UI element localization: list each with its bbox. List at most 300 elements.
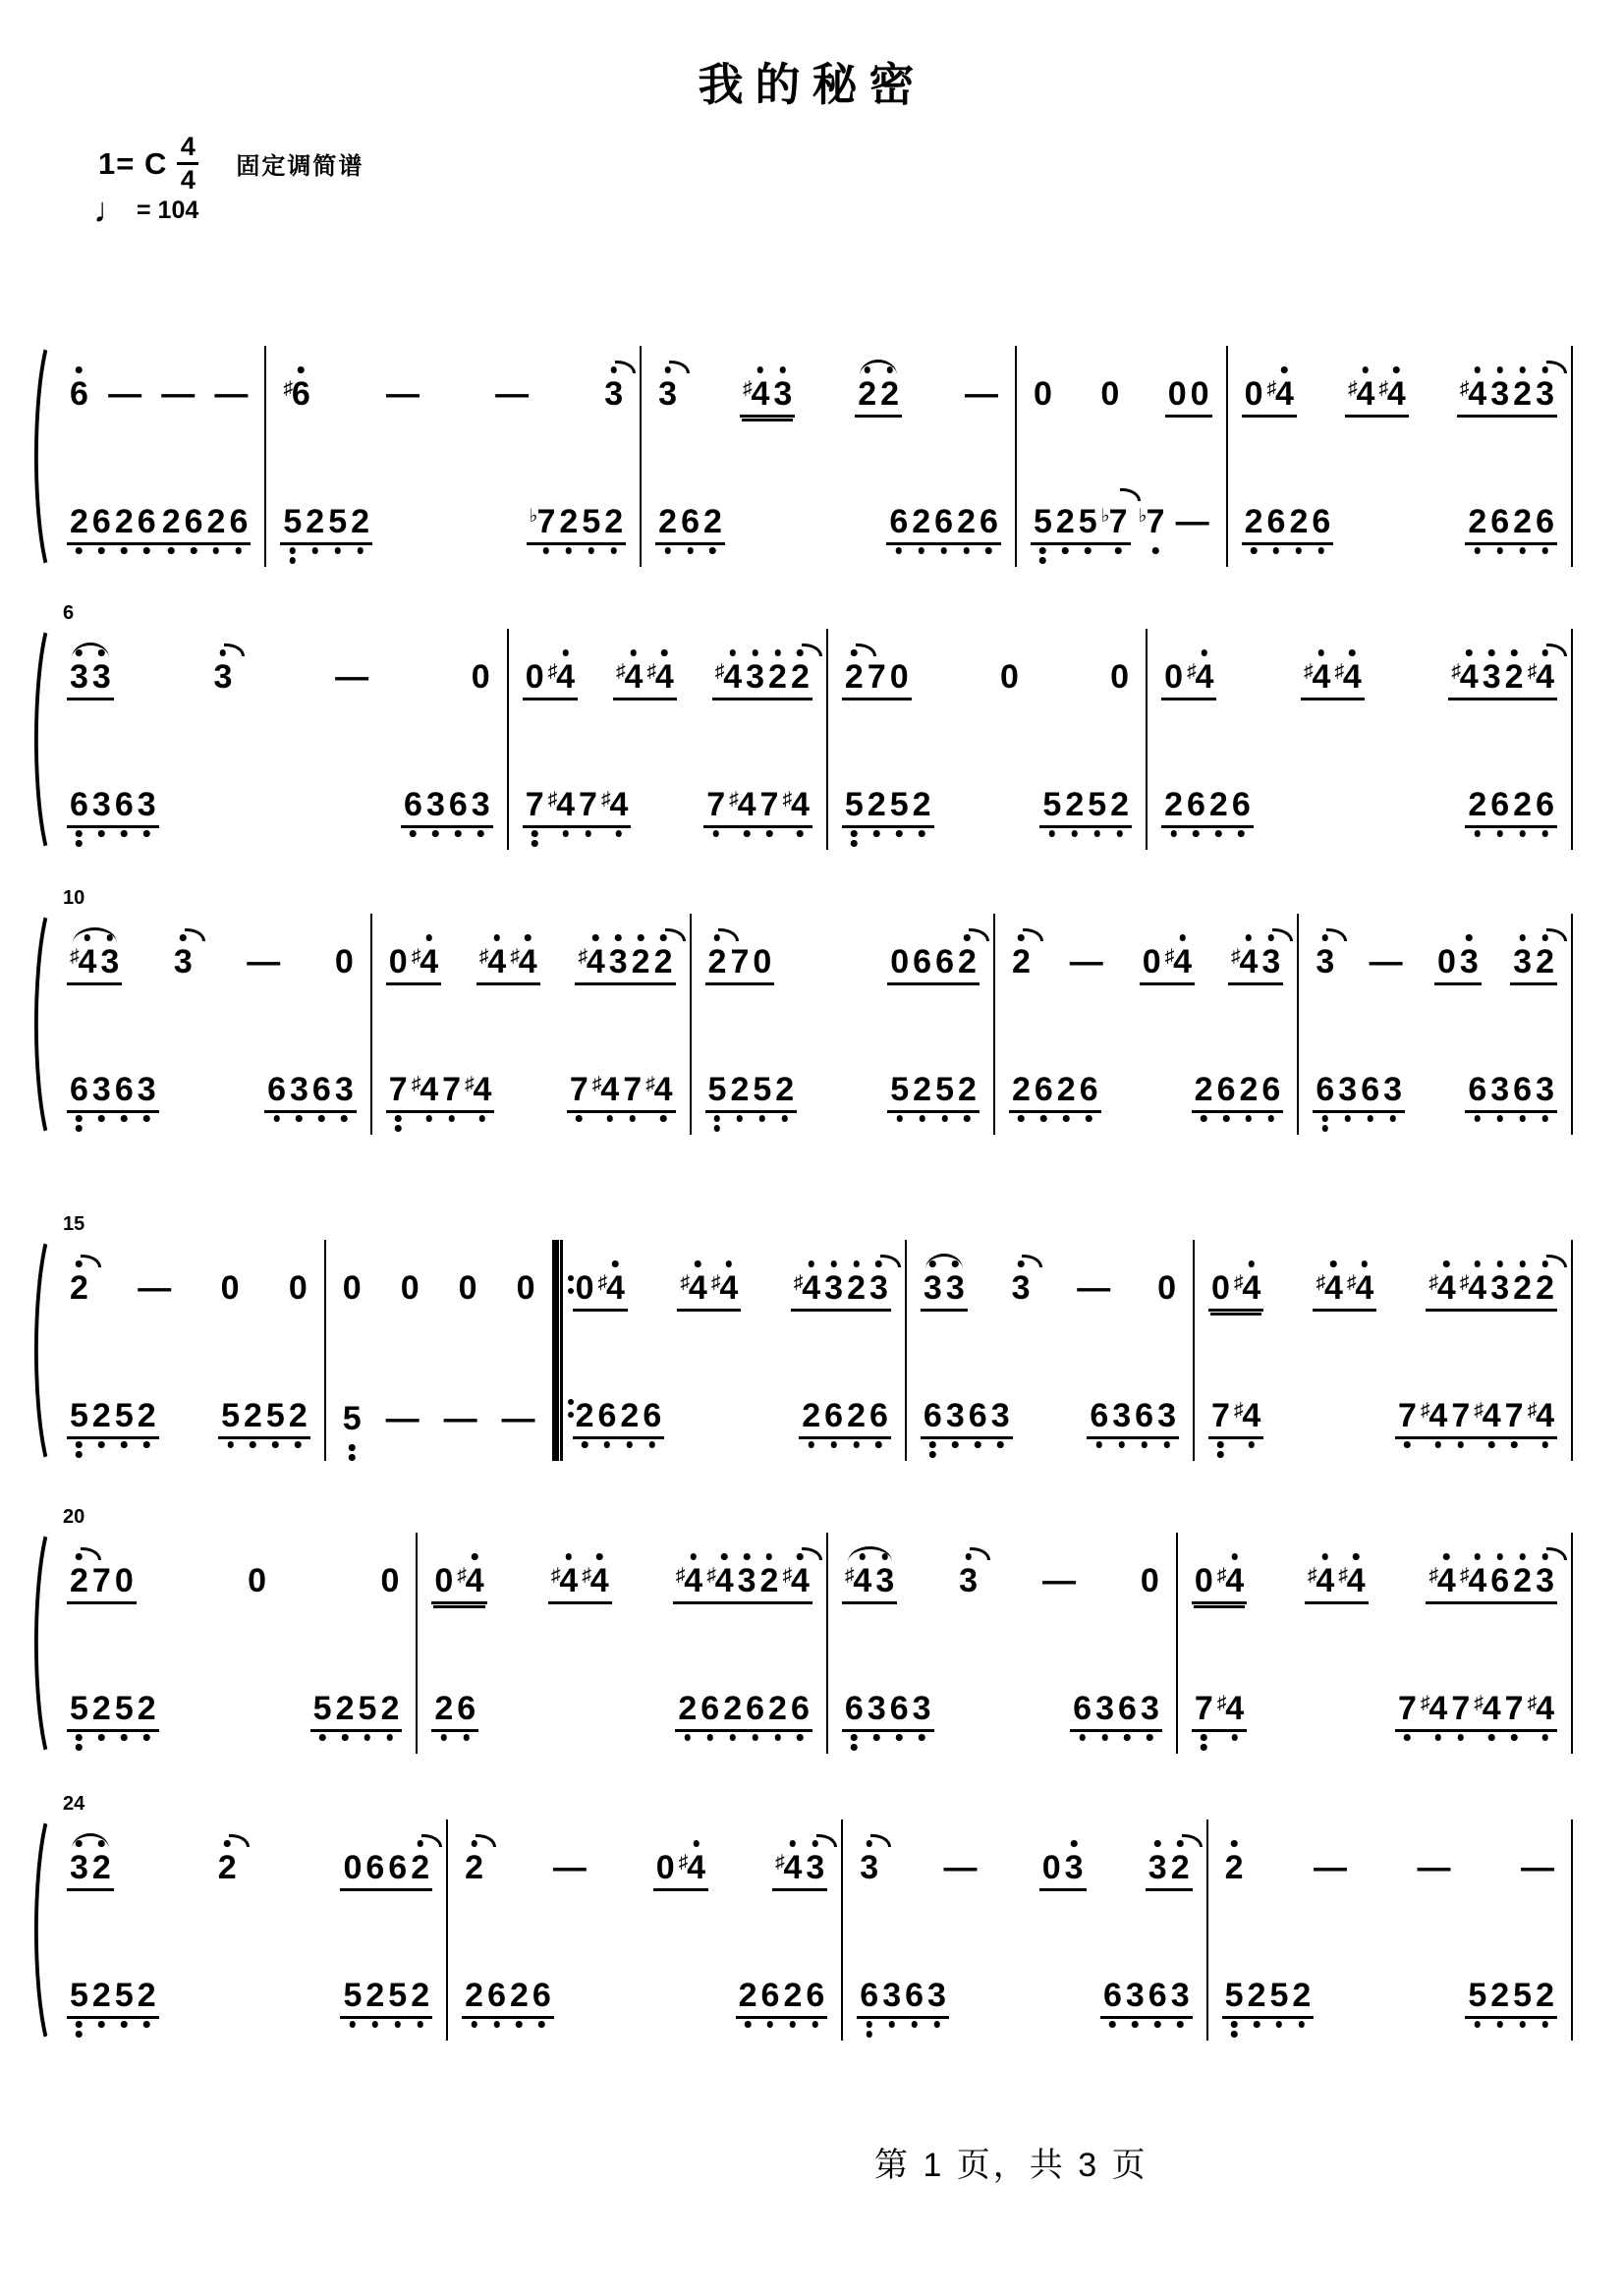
octave-dot-below (143, 1734, 150, 1741)
octave-dot-below (364, 1734, 371, 1741)
note: 7 (760, 788, 779, 821)
note: 3 (1112, 1399, 1131, 1432)
octave-dot-above (1475, 1260, 1482, 1267)
staff-system (53, 887, 1573, 1135)
notation-type-label: 固定调简谱 (236, 153, 364, 180)
note: 6 (185, 505, 203, 538)
octave-dot-below (296, 1115, 303, 1122)
octave-dot-above (1322, 1553, 1329, 1560)
note: 2 (658, 505, 677, 538)
octave-dot-below (585, 830, 591, 837)
melody-line (692, 914, 993, 997)
rest-note: 0 (1100, 375, 1120, 413)
measure (53, 914, 372, 1135)
octave-dot-above (107, 934, 114, 941)
octave-dot-above (766, 1553, 773, 1560)
beat-group (613, 660, 677, 700)
octave-dot-below (1475, 2021, 1482, 2028)
note: 3 (70, 660, 88, 694)
note: 6 (913, 943, 932, 980)
beat-group (215, 1851, 240, 1888)
measure-number: 6 (63, 602, 75, 624)
octave-dot-above (1519, 1553, 1526, 1560)
octave-dot-below (1223, 1115, 1230, 1122)
octave-dot-below (1040, 1115, 1047, 1122)
beat-group (332, 945, 357, 982)
octave-dot-below (1101, 1734, 1108, 1741)
note: 3 (738, 1564, 756, 1597)
note: 3 (426, 788, 445, 821)
system-brace (31, 631, 48, 848)
slur-hook (615, 361, 636, 373)
melody-line (642, 346, 1015, 429)
tempo-value: = 104 (137, 196, 199, 224)
octave-dot-above (98, 649, 105, 656)
note: 6 (404, 788, 422, 821)
melody-line (53, 1819, 446, 1903)
note: 7 (1398, 1692, 1417, 1725)
beat-group (1136, 505, 1168, 542)
note: 2 (465, 1851, 483, 1884)
octave-dot-below (1177, 2021, 1184, 2028)
octave-dot-above (76, 649, 83, 656)
note: 7 (867, 658, 886, 696)
octave-dot-above (1071, 1840, 1078, 1847)
octave-dot-below (312, 547, 319, 554)
beat-group (855, 377, 902, 418)
note: 2 (1536, 945, 1554, 979)
note: 6 (761, 1979, 780, 2012)
note: 2 (802, 1399, 820, 1432)
beat-group (677, 1271, 741, 1312)
note: 3 (1261, 945, 1280, 979)
note: 2 (760, 1564, 779, 1597)
octave-dot-below (455, 830, 462, 837)
octave-dot-below (1404, 1441, 1411, 1448)
octave-dot-above (638, 934, 644, 941)
sharp-icon: ♯ (547, 661, 558, 682)
note: 6 (1232, 788, 1251, 821)
song-title: 我的秘密 (698, 58, 926, 111)
note: 2 (703, 505, 722, 538)
note: ♯ 4 (1474, 1692, 1500, 1725)
melody-line (448, 1819, 841, 1903)
note: 7 (1505, 1692, 1524, 1725)
beat-group (1173, 505, 1212, 542)
note: ♯ 4 (592, 1073, 619, 1106)
note: 2 (70, 1271, 88, 1305)
beat-group (921, 1399, 1013, 1439)
octave-dot-above (1443, 1553, 1450, 1560)
rest-note: 0 (400, 1269, 420, 1307)
sharp-icon: ♯ (1307, 1565, 1317, 1586)
sharp-icon: ♯ (1303, 661, 1314, 682)
octave-dot-below (342, 1734, 349, 1741)
octave-dot-below (766, 830, 773, 837)
sharp-icon: ♯ (1428, 1565, 1438, 1586)
measure (266, 346, 642, 567)
note: ♯ 4 (1460, 1271, 1486, 1305)
beat-group (1087, 1399, 1179, 1439)
tempo-marking (93, 190, 199, 230)
note: ♯ 4 (706, 1564, 733, 1597)
note: 2 (244, 1399, 262, 1432)
octave-dot-above (1466, 934, 1473, 941)
note: 5 (1034, 505, 1052, 538)
note: 2 (1536, 1979, 1554, 2012)
octave-dot-above (1511, 649, 1518, 656)
beat-group (842, 788, 934, 828)
beat-group (653, 1851, 708, 1891)
octave-dot-below (1541, 1115, 1548, 1122)
beat-group (857, 1979, 949, 2019)
note: 6 (860, 1979, 878, 2012)
octave-dot-below (1435, 1734, 1442, 1741)
note: ♯ 4 (548, 788, 575, 821)
octave-dot-above (566, 1553, 573, 1560)
note: 2 (218, 1851, 237, 1884)
rest-note: 0 (1167, 375, 1187, 413)
note: 5 (582, 505, 600, 538)
beat-group (675, 1692, 812, 1732)
bass-line (1208, 1975, 1571, 2041)
octave-dot-below (1201, 1115, 1207, 1122)
octave-dot-above (721, 1553, 728, 1560)
dash: — (1069, 943, 1103, 980)
octave-dot-below (964, 1115, 971, 1122)
beat-group (799, 1399, 891, 1439)
note: 2 (847, 1399, 866, 1432)
octave-dot-above (853, 1260, 860, 1267)
note: 5 (1513, 1979, 1532, 2012)
octave-dot-below (1511, 1441, 1518, 1448)
beat-group (705, 1073, 798, 1113)
rest-note: 0 (380, 1562, 400, 1599)
measure (53, 1819, 448, 2041)
note: 3 (290, 1073, 308, 1106)
sharp-icon: ♯ (714, 661, 725, 682)
octave-dot-below (576, 1115, 583, 1122)
octave-dot-below (1085, 547, 1092, 554)
octave-dot-below (76, 1734, 83, 1741)
note: ♯ 4 (646, 660, 673, 694)
octave-dot-below (76, 1441, 83, 1448)
beat-group (573, 1271, 628, 1312)
octave-dot-below (1231, 2021, 1238, 2028)
slur-hook (476, 1834, 496, 1847)
octave-dot-below (582, 1441, 588, 1448)
octave-dot-below (76, 2021, 83, 2028)
beat-group (1009, 1073, 1101, 1113)
time-signature (177, 134, 198, 194)
beat-group (211, 660, 236, 698)
octave-dot-above (744, 1553, 751, 1560)
rest-note: 0 (434, 1562, 454, 1599)
sharp-icon: ♯ (793, 1272, 804, 1293)
beat-group (1395, 1692, 1557, 1732)
slur-hook (229, 1834, 250, 1847)
rest-note: 0 (1033, 375, 1052, 413)
octave-dot-below (372, 2021, 379, 2028)
measure (509, 629, 828, 850)
octave-dot-below (1246, 1115, 1253, 1122)
octave-dot-below (143, 830, 150, 837)
measure (907, 1240, 1195, 1461)
octave-dot-below (851, 830, 858, 837)
octave-dot-below (1124, 1734, 1131, 1741)
octave-dot-below (896, 1115, 903, 1122)
octave-dot-below (797, 1734, 804, 1741)
note: 2 (465, 1979, 483, 2012)
octave-dot-above (1519, 934, 1526, 941)
beat-group (997, 660, 1022, 698)
octave-dot-above (780, 366, 787, 373)
sharp-icon: ♯ (457, 1565, 467, 1586)
note: 6 (312, 1073, 331, 1106)
beat-group (523, 660, 578, 700)
beat-group (431, 1564, 486, 1604)
note: 3 (1171, 1979, 1190, 2012)
slur-hook (880, 1255, 901, 1267)
note: 3 (92, 660, 111, 694)
octave-dot-above (1362, 1260, 1369, 1267)
note: 2 (1056, 505, 1075, 538)
octave-dot-below (121, 1115, 128, 1122)
bass-line (418, 1688, 826, 1754)
measure (53, 1533, 418, 1754)
rest-note: 0 (114, 1562, 134, 1599)
note: 5 (115, 1692, 134, 1725)
note: 5 (313, 1692, 332, 1725)
octave-dot-below (997, 1441, 1004, 1448)
slur-hook (1546, 928, 1567, 941)
sharp-icon: ♯ (1527, 1400, 1538, 1421)
beat-group (469, 660, 493, 698)
octave-dot-below (463, 1734, 470, 1741)
beat-group (736, 1979, 828, 2019)
note: 2 (723, 1692, 742, 1725)
octave-dot-below (76, 830, 83, 837)
sharp-icon: ♯ (547, 789, 558, 810)
beat-group (791, 1271, 891, 1312)
sharp-icon: ♯ (582, 1565, 591, 1586)
beat-group (655, 377, 680, 415)
sharp-icon: ♯ (645, 1074, 655, 1094)
octave-dot-below (1496, 547, 1503, 554)
octave-dot-below (143, 1441, 150, 1448)
octave-dot-below (1496, 2021, 1503, 2028)
beat-group (1242, 505, 1334, 545)
slur-hook (802, 1547, 822, 1560)
note: ♯ 4 (601, 788, 628, 821)
bass-line (53, 1975, 446, 2041)
sharp-icon: ♯ (578, 946, 588, 967)
bass-line (53, 1395, 324, 1461)
beat-group (67, 1979, 159, 2019)
note: 5 (343, 1402, 362, 1435)
octave-dot-below (896, 547, 903, 554)
note: 6 (229, 505, 248, 538)
note: 3 (100, 945, 119, 979)
measure (559, 1240, 907, 1461)
beat-group (1426, 1564, 1557, 1604)
note: 7 (730, 943, 750, 980)
note: 2 (576, 1399, 594, 1432)
sharp-icon: ♯ (1334, 661, 1344, 682)
octave-dot-above (661, 649, 668, 656)
beat-group (1009, 1271, 1034, 1309)
octave-dot-above (882, 1553, 889, 1560)
page-indicator: 第 1 页，共 3 页 (874, 2147, 1148, 2184)
octave-dot-below (1039, 547, 1046, 554)
note: 5 (266, 1399, 285, 1432)
beat-group (705, 945, 775, 985)
octave-dot-below (417, 2021, 423, 2028)
note: 5 (388, 1979, 407, 2012)
note: 2 (365, 1979, 384, 2012)
measure (1208, 1819, 1573, 2041)
octave-dot-below (1062, 547, 1069, 554)
rest-note: 0 (471, 658, 490, 696)
note: 6 (1490, 505, 1509, 538)
note: ♯ 4 (1421, 1692, 1447, 1725)
measure (1195, 1240, 1573, 1461)
slur-hook (669, 361, 690, 373)
beat-group (332, 660, 371, 698)
note: 3 (927, 1979, 946, 2012)
octave-dot-below (532, 830, 538, 837)
dash: — (501, 1400, 535, 1437)
note: 2 (1248, 1979, 1266, 2012)
note: 5 (359, 1692, 377, 1725)
note: 6 (70, 788, 88, 821)
beat-group (1161, 788, 1254, 828)
beat-group (462, 1979, 554, 2019)
note: 2 (604, 505, 623, 538)
note: 2 (913, 788, 931, 821)
note: 5 (845, 788, 864, 821)
sharp-icon: ♯ (1428, 1272, 1438, 1293)
octave-dot-below (1249, 1441, 1256, 1448)
note: ♯ 4 (645, 1073, 672, 1106)
sharp-icon: ♯ (1216, 1693, 1227, 1713)
octave-dot-above (726, 1260, 733, 1267)
note: ♯ 4 (551, 1564, 578, 1597)
beat-group (962, 377, 1001, 415)
note: 2 (791, 660, 810, 694)
octave-dot-below (1541, 547, 1548, 554)
note: 5 (343, 1979, 362, 2012)
octave-dot-below (250, 1441, 256, 1448)
note: ♯ 4 (70, 945, 96, 979)
rest-note: 0 (1157, 1269, 1176, 1307)
octave-dot-above (757, 366, 764, 373)
octave-dot-below (273, 1115, 280, 1122)
note: 6 (980, 505, 998, 538)
slur-hook (1022, 1255, 1042, 1267)
octave-dot-below (121, 547, 128, 554)
note: ♯ 4 (479, 945, 506, 979)
beat-group (1192, 1564, 1247, 1604)
bass-line (448, 1975, 841, 2041)
note: 2 (434, 1692, 453, 1725)
note: 6 (70, 1073, 88, 1106)
measure (1017, 346, 1228, 567)
note: 3 (824, 1271, 843, 1305)
note: 5 (70, 1399, 88, 1432)
octave-dot-below (387, 1734, 394, 1741)
octave-dot-below (1251, 547, 1258, 554)
octave-dot-above (1154, 1840, 1161, 1847)
note: 2 (92, 1399, 111, 1432)
beat-group (1510, 945, 1557, 985)
octave-dot-above (1231, 1840, 1238, 1847)
octave-dot-below (1096, 1441, 1103, 1448)
note: 7 (389, 1073, 408, 1106)
octave-dot-below (213, 547, 220, 554)
beat-group (1367, 945, 1406, 982)
staff-system (53, 1213, 1573, 1461)
octave-dot-below (941, 1115, 948, 1122)
beat-group (171, 945, 196, 982)
slur-hook (856, 644, 876, 656)
note: ♯ 4 (1428, 1564, 1455, 1597)
note: 3 (1490, 1271, 1509, 1305)
sharp-icon: ♯ (742, 378, 753, 399)
note: ♯ 4 (616, 660, 643, 694)
octave-dot-below (1163, 1441, 1170, 1448)
melody-line (1178, 1533, 1571, 1616)
melody-line (372, 914, 690, 997)
note: 6 (924, 1399, 942, 1432)
note: ♯ 4 (548, 660, 575, 694)
octave-dot-below (1318, 547, 1325, 554)
beat-group (1395, 1399, 1557, 1439)
melody-line (1195, 1240, 1571, 1323)
beat-group (573, 1399, 665, 1439)
note: 6 (1513, 1073, 1532, 1106)
sharp-icon: ♯ (510, 946, 520, 967)
octave-dot-below (1519, 547, 1526, 554)
octave-dot-above (1202, 649, 1208, 656)
dash: — (385, 1400, 420, 1437)
octave-dot-below (76, 1115, 83, 1122)
octave-dot-below (1215, 830, 1222, 837)
octave-dot-below (744, 830, 751, 837)
octave-dot-below (1268, 1115, 1275, 1122)
note: 3 (604, 377, 623, 411)
octave-dot-below (774, 1734, 781, 1741)
note: 2 (1513, 1271, 1532, 1305)
melody-line (1228, 346, 1571, 429)
octave-dot-above (1179, 934, 1186, 941)
note: 2 (351, 505, 369, 538)
slur-hook (421, 1834, 442, 1847)
note: 2 (138, 1399, 156, 1432)
measure-number: 10 (63, 887, 85, 909)
octave-dot-above (929, 1260, 936, 1267)
sharp-icon: ♯ (678, 1852, 689, 1873)
note: 2 (768, 1692, 787, 1725)
note: 2 (1468, 505, 1486, 538)
octave-dot-above (864, 366, 870, 373)
beat-group (1313, 945, 1337, 982)
note: 6 (92, 505, 111, 538)
octave-dot-below (919, 1734, 925, 1741)
note: 6 (746, 1692, 764, 1725)
octave-dot-below (1093, 830, 1100, 837)
octave-dot-below (1072, 830, 1079, 837)
